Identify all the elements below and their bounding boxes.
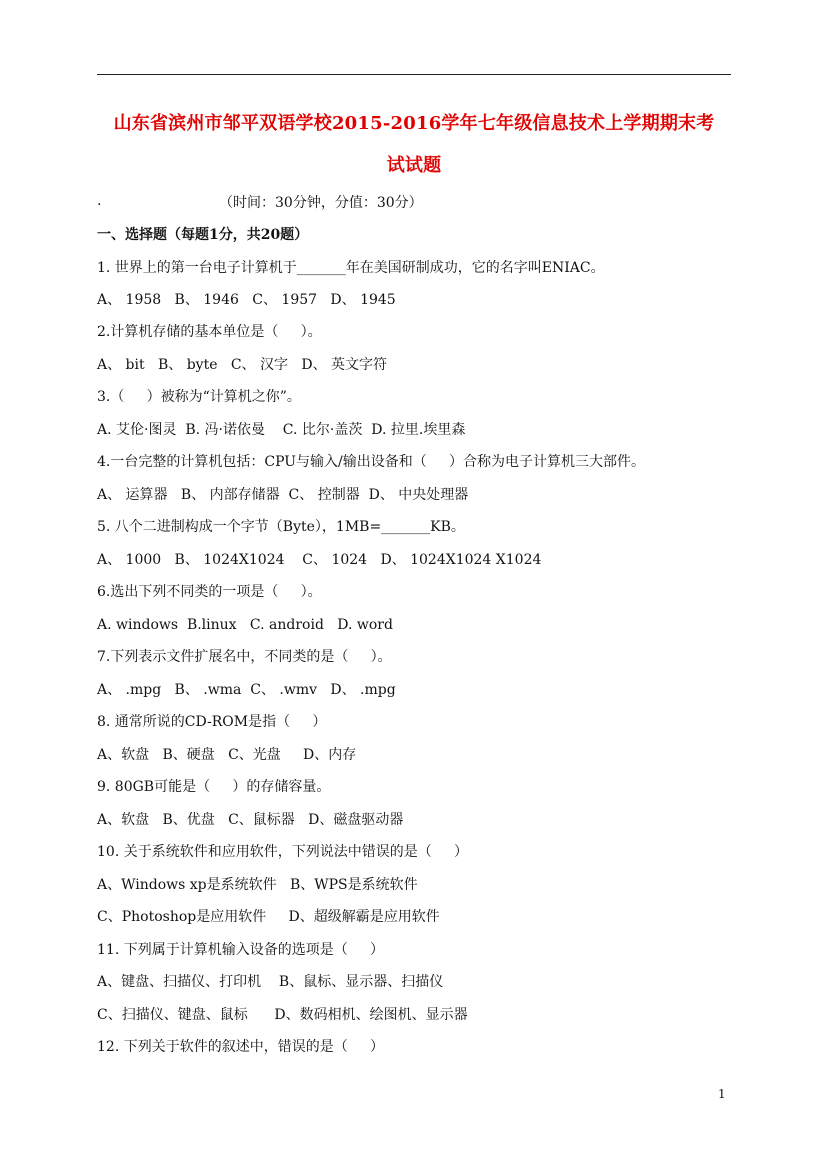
question-1-options: A、 1958 B、 1946 C、 1957 D、 1945 <box>97 292 396 308</box>
question-1: 1. 世界上的第一台电子计算机于_______年在美国研制成功，它的名字叫ENIAC。 <box>97 260 605 276</box>
question-12: 12. 下列关于软件的叙述中，错误的是（ ） <box>97 1039 384 1055</box>
question-7: 7.下列表示文件扩展名中，不同类的是（ ）。 <box>97 649 392 665</box>
exam-time-score-info: （时间：30分钟，分值：30分） <box>219 195 423 211</box>
question-11-options-a-b: A、键盘、扫描仪、打印机 B、鼠标、显示器、扫描仪 <box>97 974 444 990</box>
question-11: 11. 下列属于计算机输入设备的选项是（ ） <box>97 942 384 958</box>
question-9-options: A、软盘 B、优盘 C、鼠标器 D、磁盘驱动器 <box>97 812 404 828</box>
header-rule <box>97 74 731 75</box>
leading-dot: . <box>97 193 102 209</box>
question-10: 10. 关于系统软件和应用软件，下列说法中错误的是（ ） <box>97 844 468 860</box>
question-7-options: A、 .mpg B、 .wma C、 .wmv D、 .mpg <box>97 682 396 698</box>
question-3-options: A. 艾伦·图灵 B. 冯·诺依曼 C. 比尔·盖茨 D. 拉里.埃里森 <box>97 422 466 438</box>
question-3: 3.（ ）被称为“计算机之你”。 <box>97 389 301 405</box>
question-5-options: A、 1000 B、 1024X1024 C、 1024 D、 1024X1024 X1024 <box>97 552 542 568</box>
question-2-options: A、 bit B、 byte C、 汉字 D、 英文字符 <box>97 357 388 373</box>
question-8-options: A、软盘 B、硬盘 C、光盘 D、内存 <box>97 747 357 763</box>
question-2: 2.计算机存储的基本单位是（ ）。 <box>97 324 322 340</box>
question-8: 8. 通常所说的CD-ROM是指（ ） <box>97 714 327 730</box>
question-10-options-c-d: C、Photoshop是应用软件 D、超级解霸是应用软件 <box>97 909 440 925</box>
question-6-options: A. windows B.linux C. android D. word <box>97 617 393 633</box>
document-title-line-1: 山东省滨州市邹平双语学校2015-2016学年七年级信息技术上学期期末考 <box>113 113 715 134</box>
question-6: 6.选出下列不同类的一项是（ ）。 <box>97 584 322 600</box>
question-10-options-a-b: A、Windows xp是系统软件 B、WPS是系统软件 <box>97 877 418 893</box>
question-4-options: A、 运算器 B、 内部存储器 C、 控制器 D、 中央处理器 <box>97 487 469 503</box>
question-11-options-c-d: C、扫描仪、键盘、鼠标 D、数码相机、绘图机、显示器 <box>97 1007 468 1023</box>
question-4: 4.一台完整的计算机包括：CPU与输入/输出设备和（ ）合称为电子计算机三大部件。 <box>97 454 646 470</box>
document-title-line-2: 试试题 <box>386 155 442 176</box>
page-number: 1 <box>718 1087 726 1101</box>
section-heading: 一、选择题（每题1分，共20题） <box>97 227 309 243</box>
question-5: 5. 八个二进制构成一个字节（Byte），1MB=_______KB。 <box>97 519 465 535</box>
question-9: 9. 80GB可能是（ ）的存储容量。 <box>97 779 331 795</box>
